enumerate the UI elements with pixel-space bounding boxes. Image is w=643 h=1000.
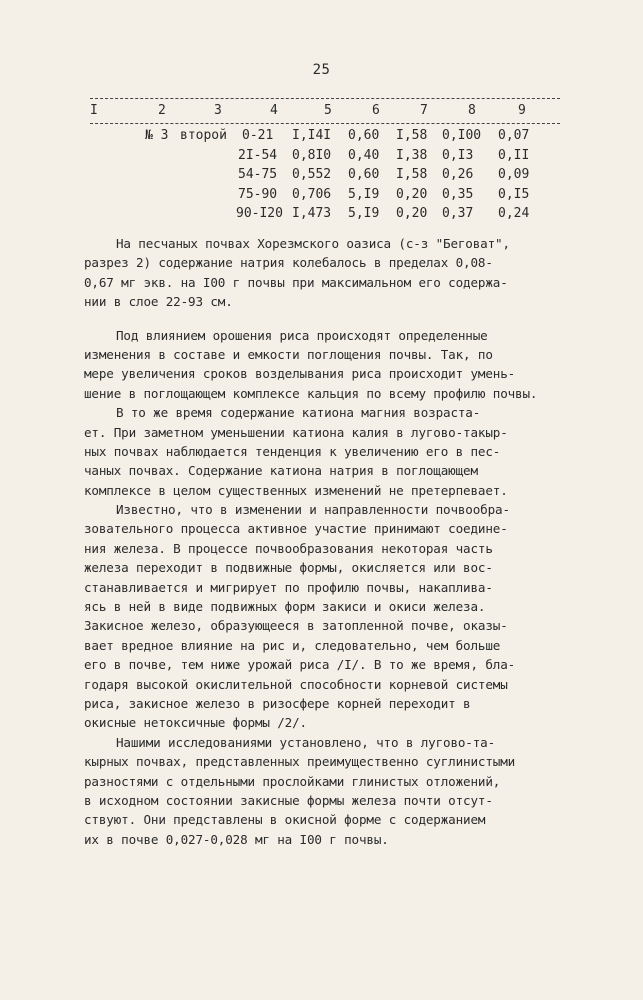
text-line: Известно, что в изменении и направленности почвообра- [116,502,510,518]
page-number: 25 [312,62,331,78]
text-line: станавливается и мигрирует по профилю почвы, накаплива- [84,579,493,595]
table-cell: 0-21 [242,128,274,143]
table-cell: № 3 [145,128,169,143]
table-header-cell: I [90,103,98,118]
text-line: разностями с отдельными прослойками глинистых отложений, [84,773,501,789]
table-cell: 0,20 [396,186,428,202]
table-cell: 0,706 [292,186,332,202]
text-line: кырных почвах, представленных преимущественно суглинистыми [84,754,516,770]
text-line: окисные нетоксичные формы /2/. [84,715,307,731]
table-cell: 0,I3 [442,147,474,163]
table-header-cell: 7 [420,103,428,118]
table-cell: 0,552 [292,167,332,182]
table-cell: I,58 [396,167,428,182]
table-header-cell: 8 [468,103,476,118]
table-cell: 0,26 [442,167,474,182]
text-line: мере увеличения сроков возделывания риса происходит умень- [84,366,516,382]
text-line: железа переходит в подвижные формы, окисляется или вос- [84,560,493,576]
table-header-cell: 3 [214,103,222,118]
text-line: Нашими исследованиями установлено, что в лугово-та- [116,734,496,750]
table-cell: 90-I20 [236,206,283,221]
table-cell: 5,I9 [348,186,380,202]
table-row [0,128,643,148]
table-row [0,148,643,168]
text-line: ет. При заметном уменьшении катиона калия в лугово-такыр- [84,424,508,440]
table-cell: I,473 [292,206,332,221]
text-line: ясь в ней в виде подвижных форм закиси и окиси железа. [84,599,486,615]
table-cell: I,58 [396,128,428,143]
text-line: комплексе в целом существенных изменений не претерпевает. [84,482,508,498]
table-row [0,206,643,226]
text-line: Закисное железо, образующееся в затопленной почве, оказы- [84,618,508,634]
text-line: в исходном состоянии закисные формы железа почти отсут- [84,792,493,808]
text-line: годаря высокой окислительной способности корневой системы [84,676,508,692]
table-row [0,167,643,187]
text-line: чаных почвах. Содержание катиона натрия в поглощающем [84,463,478,479]
table-cell: 0,I5 [498,186,530,202]
table-header-cell: 4 [270,103,278,118]
text-line: шение в поглощающем комплексе кальция по всему профилю почвы. [84,385,538,401]
table-cell: второй [180,128,227,143]
table-cell: 54-75 [238,167,278,182]
table-cell: 0,20 [396,206,428,221]
text-line: вает вредное влияние на рис и, следовательно, чем больше [84,637,501,653]
table-cell: 0,37 [442,206,474,221]
text-line: ствуют. Они представлены в окисной форме с содержанием [84,812,486,828]
table-cell: 0,07 [498,128,530,143]
text-line: В то же время содержание катиона магния возраста- [116,405,481,421]
text-line: 0,67 мг экв. на I00 г почвы при максимальном его содержа- [84,274,508,290]
table-cell: 0,8I0 [292,147,332,163]
text-line: На песчаных почвах Хорезмского оазиса (с-з "Беговат", [116,236,510,251]
text-line: изменения в составе и емкости поглощения почвы. Так, по [84,346,493,362]
table-cell: 0,60 [348,167,380,182]
data-table [0,128,643,226]
text-line: их в почве 0,027-0,028 мг на I00 г почвы. [84,831,389,847]
table-header-cell: 2 [158,103,166,118]
table-cell: 0,II [498,147,530,163]
table-header-cell: 6 [372,103,380,118]
table-cell: 0,35 [442,186,474,202]
table-cell: 2I-54 [238,147,278,163]
table-cell: 0,I00 [442,128,482,143]
table-cell: 0,40 [348,147,380,163]
text-line: Под влиянием орошения риса происходят определенные [116,327,488,343]
table-header-cell: 9 [518,103,526,118]
text-line: его в почве, тем ниже урожай риса /I/. В то же время, бла- [84,657,516,673]
text-line: ных почвах наблюдается тенденция к увеличению его в пес- [84,443,501,459]
table-cell: I,I4I [292,128,332,143]
table-cell: I,38 [396,147,428,163]
text-line: зовательного процесса активное участие принимают соедине- [84,521,508,537]
table-cell: 0,24 [498,206,530,221]
body-text [84,234,579,849]
table-cell: 75-90 [238,186,278,202]
table-cell: 0,09 [498,167,530,182]
table-cell: 5,I9 [348,206,380,221]
text-line: разрез 2) содержание натрия колебалось в пределах 0,08- [84,255,493,271]
table-header-cell: 5 [324,103,332,118]
table-cell: 0,60 [348,128,380,143]
text-line: риса, закисное железо в ризосфере корней переходит в [84,695,471,711]
text-line: нии в слое 22-93 см. [84,294,233,310]
text-line: ния железа. В процессе почвообразования некоторая часть [84,540,493,556]
table-header-row [90,98,560,124]
table-row [0,187,643,207]
